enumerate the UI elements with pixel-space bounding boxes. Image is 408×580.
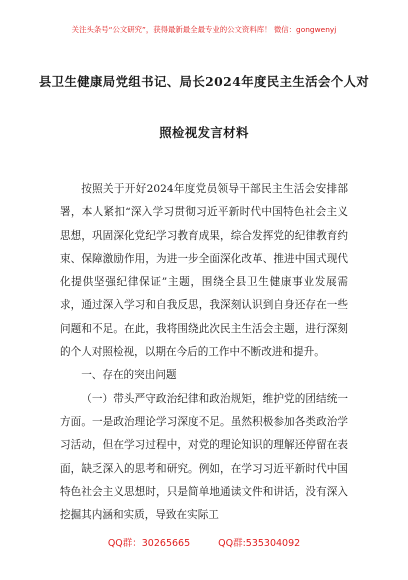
promo-banner: 关注头条号“公文研究”，获得最新最全最专业的公文资料库！ 微信：gongwenyj bbox=[71, 25, 337, 34]
document-title-line-1: 县卫生健康局党组书记、局长2024年度民主生活会个人对 bbox=[38, 74, 370, 89]
qq-group-2: QQ群:535304092 bbox=[218, 538, 301, 549]
qq-group-1: QQ群：30265665 bbox=[107, 538, 191, 549]
body-paragraph: （一）带头严守政治纪律和政治规矩，维护党的团结统一方面。一是政治理论学习深度不足。虽然积极参加各类政治学习活动，但在学习过程中，对党的理论知识的理解还停留在表面，缺乏深入的思考和研究。例如，在学习习近平新时代中国特色社会主义思想时，只是简单地通读文件和讲话，没有深入挖掘其内涵和实质，导致在实际工 bbox=[60, 392, 348, 522]
section-heading: 一、存在的突出问题 bbox=[81, 369, 177, 382]
document-title-line-2: 照检视发言材料 bbox=[159, 125, 249, 140]
document-body bbox=[60, 178, 348, 527]
footer-qq-groups bbox=[0, 535, 408, 549]
intro-paragraph: 按照关于开好2024年度党员领导干部民主生活会安排部署，本人紧扣“深入学习贯彻习近平新时代中国特色社会主义思想，巩固深化党纪学习教育成果，综合发挥党的纪律教育约束、保障激励作用，为进一步全面深化改革、推进中国式现代化提供坚强纪律保证”主题，围绕全县卫生健康事业发展需求，通过深入学习和自我反思，我深刻认识到自身还存在一些问题和不足。在此，我将围绕此次民主生活会主题，进行深刻的个人对照检视，以期在今后的工作中不断改进和提升。 bbox=[60, 183, 348, 359]
